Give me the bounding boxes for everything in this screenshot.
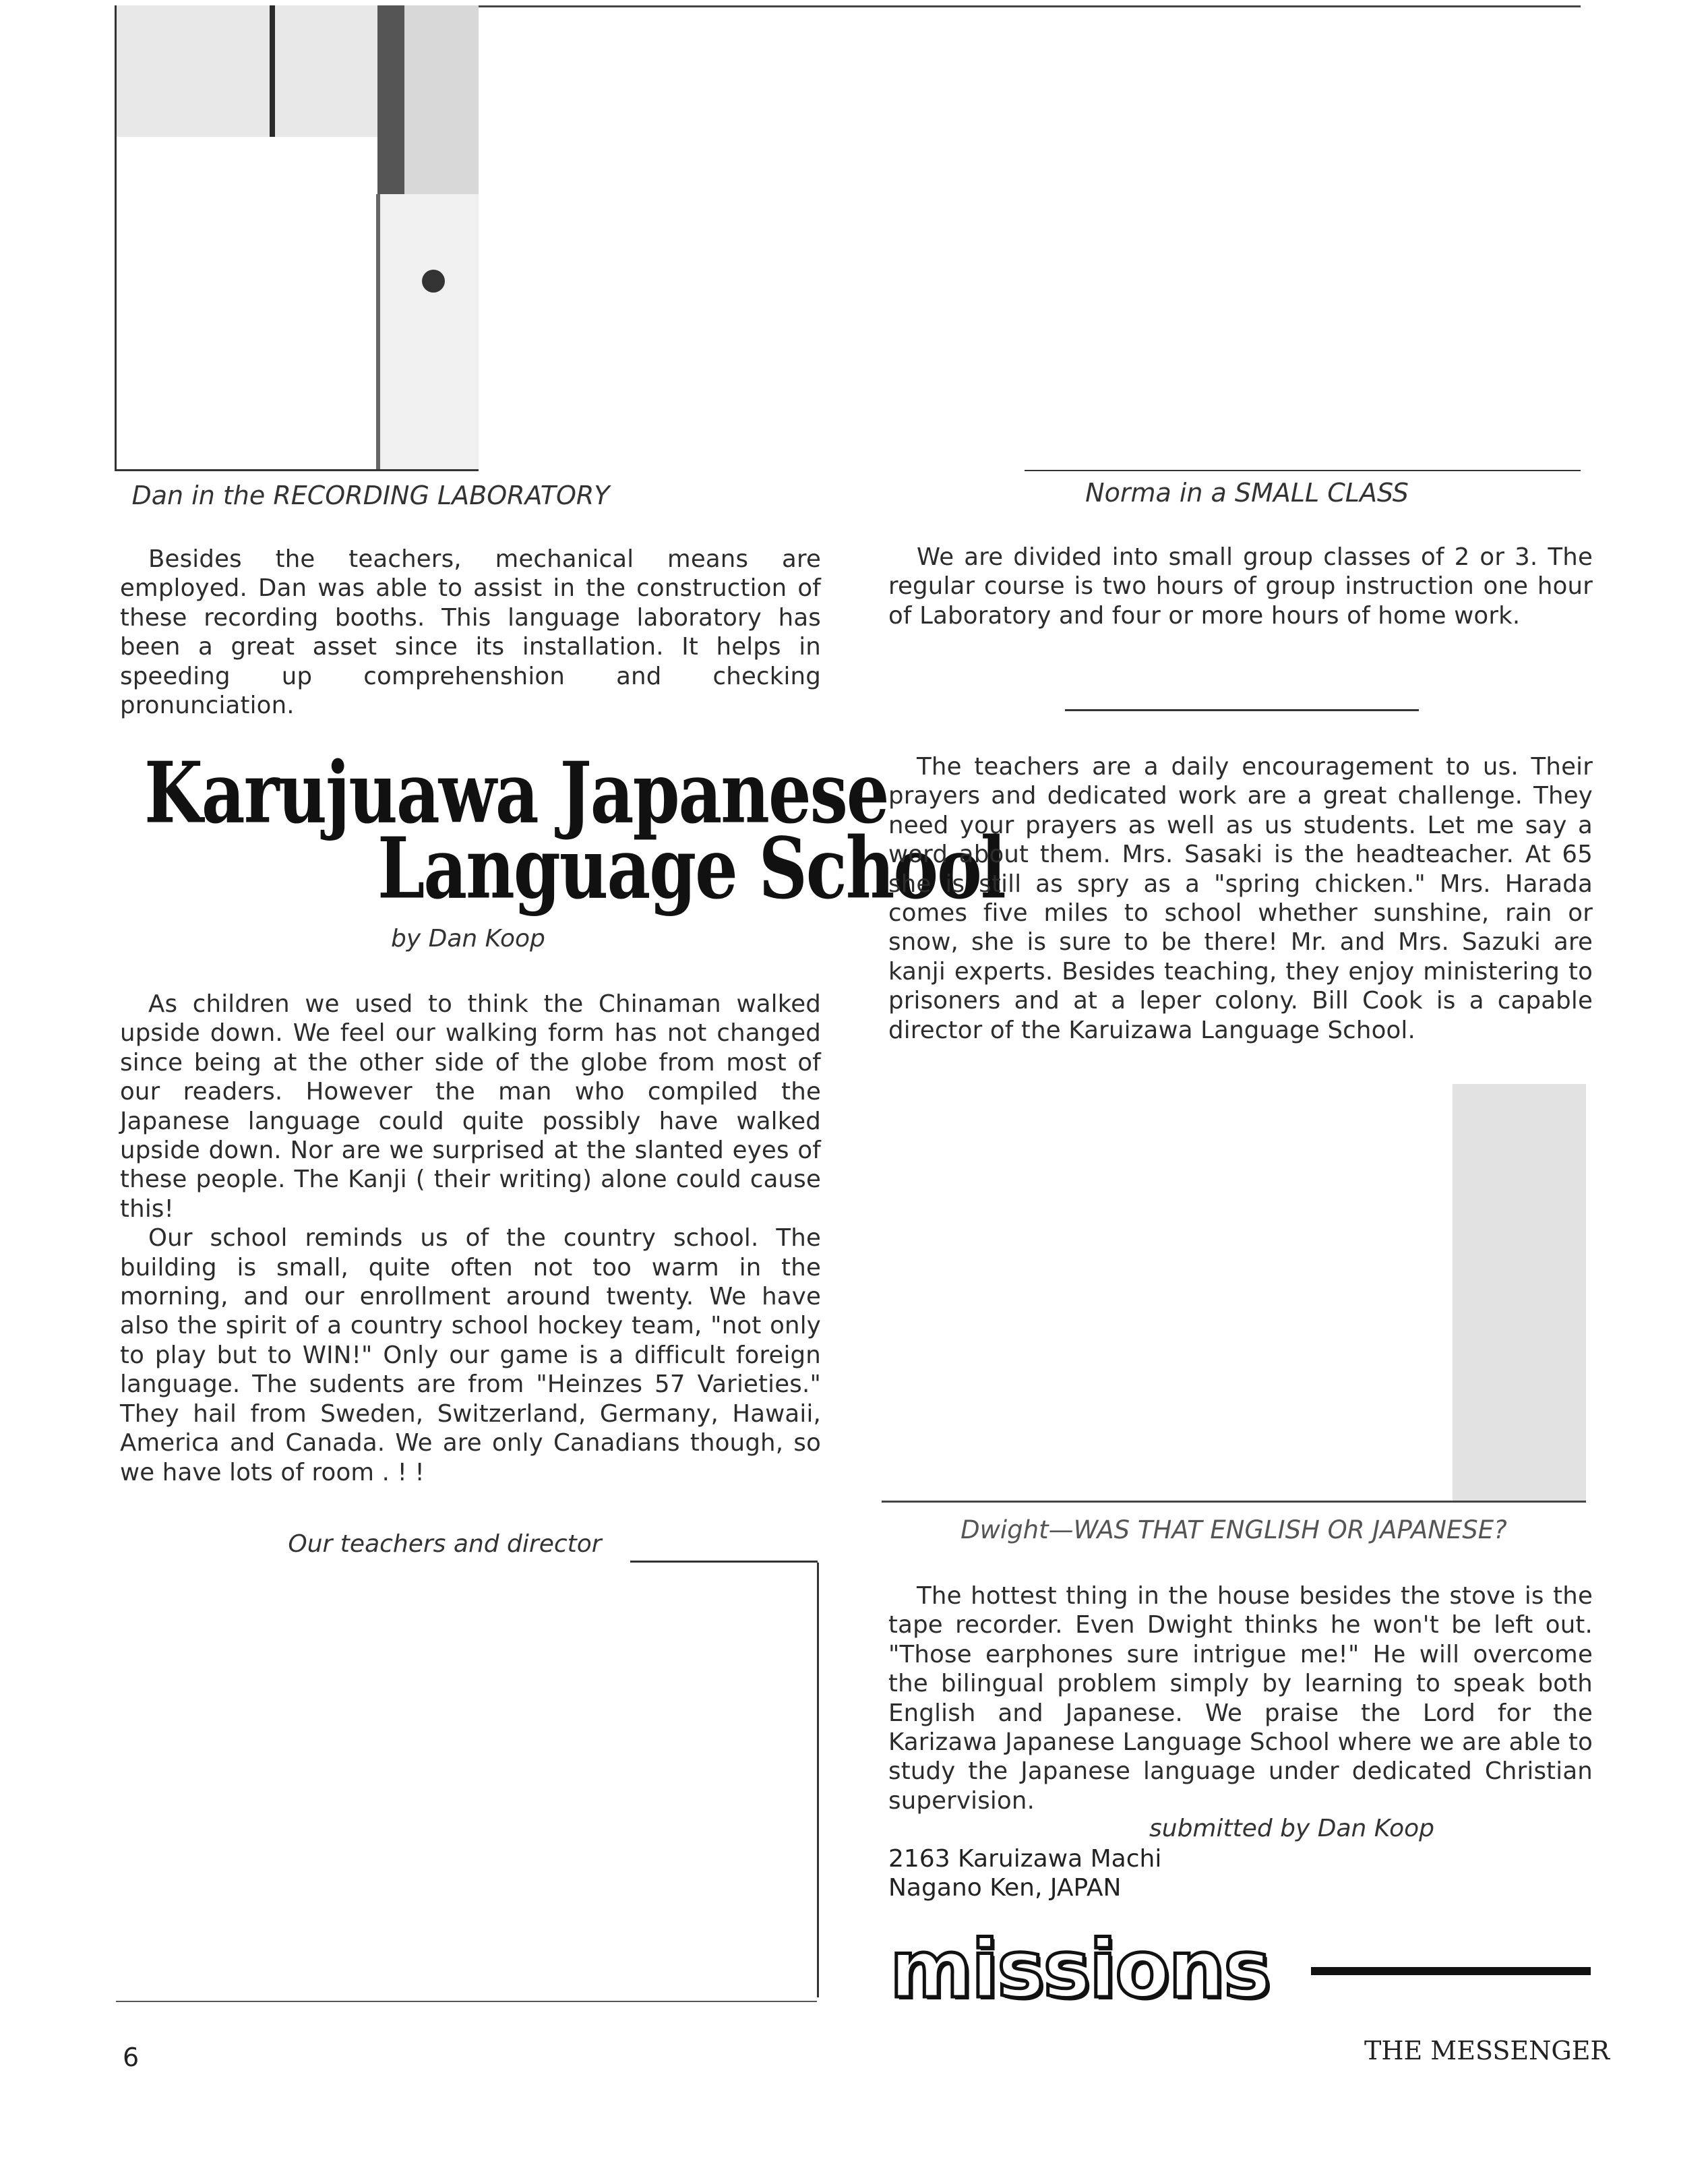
address xyxy=(888,1844,1161,1902)
article-title-line1: Karujuawa Japanese xyxy=(144,743,888,843)
missions-rule xyxy=(1311,1967,1591,1975)
address-line2: Nagano Ken, JAPAN xyxy=(888,1874,1122,1902)
caption-small-class: Norma in a SMALL CLASS xyxy=(1085,478,1409,508)
hottest-paragraph: The hottest thing in the house besides the stove is the tape recorder. Even Dwight thinks he won't be left out. "Those earphones sure intrigue me!" He will overcome the bilingual problem simply by learning to speak both English and Japanese. We praise the Lord for the Karizawa Japanese Language School where we are able to study the Japanese language under dedicated Christian supervision. xyxy=(888,1582,1593,1815)
intro-paragraph: Besides the teachers, mechanical means are employed. Dan was able to assist in the construction of these recording booths. This language laboratory has been a great asset since its installation. It helps in speeding up comprehenshion and checking pronunciation. xyxy=(120,545,821,720)
byline: by Dan Koop xyxy=(391,925,545,953)
publication-name: THE MESSENGER xyxy=(1364,2036,1610,2065)
section-divider xyxy=(1065,709,1419,711)
submitted-by: submitted by Dan Koop xyxy=(1149,1815,1435,1842)
caption-dwight: Dwight—WAS THAT ENGLISH OR JAPANESE? xyxy=(960,1515,1507,1544)
photo-bottom-rule-right xyxy=(1025,470,1581,471)
paragraph-chinaman: As children we used to think the Chinaman walked upside down. We feel our walking form has not changed since being at the other side of the globe from most of our readers. However the man who compiled the Japanese language could quite possibly have walked upside down. Nor are we surprised at the slanted eyes of these people. The Kanji ( their writing) alone could cause this! xyxy=(120,990,821,1223)
teachers-paragraph: The teachers are a daily encouragement to us. Their prayers and dedicated work are a great challenge. They need your prayers as well as us students. Let me say a word about them. Mrs. Sasaki is the headteacher. At 65 she is still as spry as a "spring chicken." Mrs. Harada comes five miles to school whether sunshine, rain or snow, she is sure to be there! Mr. and Mrs. Sazuki are kanji experts. Besides teaching, they enjoy ministering to prisoners and at a leper colony. Bill Cook is a capable director of the Karuizawa Language School. xyxy=(888,753,1593,1044)
page-number: 6 xyxy=(123,2043,140,2072)
caption-recording-laboratory: Dan in the RECORDING LABORATORY xyxy=(131,481,610,510)
article-title-line2: Language School xyxy=(377,818,1005,918)
photo-bottom-rule xyxy=(115,469,479,471)
caption-teachers: Our teachers and director xyxy=(288,1530,602,1558)
missions-logo: missions xyxy=(890,1923,1270,2016)
article-body-left xyxy=(120,990,821,1487)
paragraph-country-school: Our school reminds us of the country school. The building is small, quite often not too warm in the morning, and our enrollment around twenty. We have also the spirit of a country school hockey team, "not only to play but to WIN!" Only our game is a difficult foreign language. The sudents are from "Heinzes 57 Varieties." They hail from Sweden, Switzerland, Germany, Hawaii, America and Canada. We are only Canadians though, so we have lots of room . ! ! xyxy=(120,1224,821,1486)
address-line1: 2163 Karuizawa Machi xyxy=(888,1845,1162,1873)
classes-paragraph: We are divided into small group classes of 2 or 3. The regular course is two hours of group instruction one hour of Laboratory and four or more hours of home work. xyxy=(888,543,1593,630)
